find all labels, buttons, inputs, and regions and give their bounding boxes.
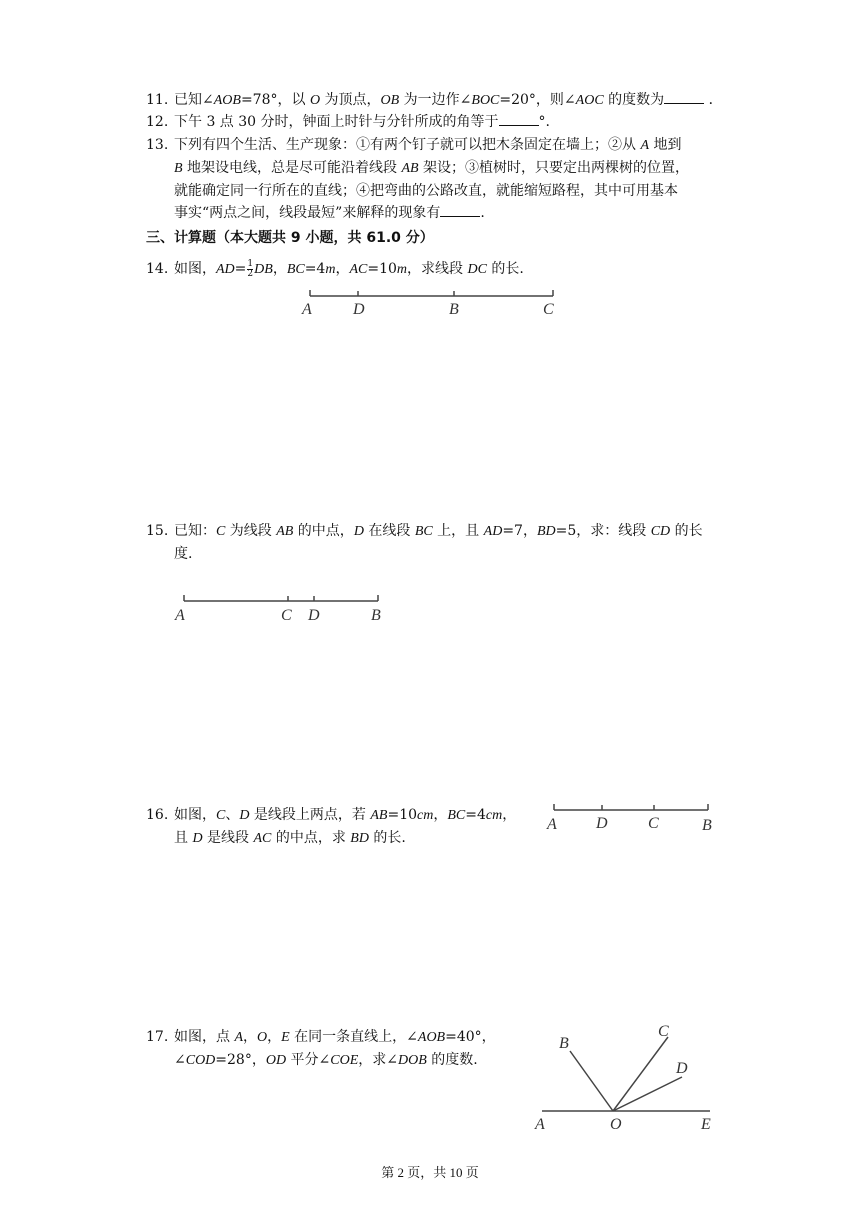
figure-17-angles (530, 1020, 720, 1140)
question-17 (146, 1026, 536, 1072)
question-11 (146, 89, 846, 112)
point-label: D (308, 607, 320, 624)
question-15 (146, 520, 726, 565)
point-label: A (547, 816, 557, 833)
question-number: 13. (146, 137, 169, 153)
question-text: 如图，AD= $\frac{1}{2}$ DB，BC=4m，AC=10m，求线段 DC 的长. (174, 258, 524, 279)
point-label: B (559, 1035, 569, 1052)
point-label: D (353, 301, 365, 318)
question-text: 如图，点 A，O，E 在同一条直线上，∠AOB=40°， ∠COD=28°，OD 平分∠COE，求∠DOB 的度数. (174, 1029, 496, 1068)
question-text: 已知：C 为线段 AB 的中点，D 在线段 BC 上，且 AD=7，BD=5，求：线段 CD 的长 度. (174, 523, 703, 562)
point-label: A (175, 607, 185, 624)
point-label: C (543, 301, 554, 318)
question-14 (146, 258, 846, 281)
answer-blank[interactable] (440, 202, 480, 217)
point-label: D (596, 815, 608, 832)
point-label: C (281, 607, 292, 624)
figure-15-line-segment (172, 593, 392, 627)
page-footer: 第 2 页，共 10 页 (381, 1165, 479, 1180)
figure-14-line-segment (300, 286, 565, 320)
question-13 (146, 134, 726, 224)
point-label: O (610, 1116, 622, 1133)
point-label: B (449, 301, 459, 318)
question-text: 已知∠AOB=78°，以 O 为顶点，OB 为一边作∠BOC=20°，则∠AOC 的度数为 ． (174, 89, 846, 112)
question-text: 下列有四个生活、生产现象：①有两个钉子就可以把木条固定在墙上；②从 A 地到 B 地架设电线，总是尽可能沿着线段 AB 架设；③植树时，只要定出两棵树的位置， 就能确定同一行所在的直线；④把弯曲的公路改直，就能缩短路程，其中可用基本 事实“两点之间，线段最短”来解释的现象有 . (174, 137, 690, 221)
question-number: 14. (146, 261, 169, 277)
question-number: 11. (146, 92, 169, 108)
point-label: A (535, 1116, 545, 1133)
question-number: 15. (146, 523, 169, 539)
question-number: 16. (146, 807, 169, 823)
point-label: C (658, 1023, 669, 1040)
fraction: $\frac{1}{2}$ (247, 258, 254, 279)
figure-16-line-segment (545, 801, 720, 835)
question-text: 如图，C、D 是线段上两点，若 AB=10cm，BC=4cm， 且 D 是线段 AC 的中点，求 BD 的长. (174, 807, 517, 846)
point-label: D (676, 1060, 688, 1077)
question-16 (146, 804, 566, 850)
point-label: B (371, 607, 381, 624)
point-label: B (702, 817, 712, 834)
answer-blank[interactable] (499, 111, 539, 126)
point-label: C (648, 815, 659, 832)
question-number: 17. (146, 1029, 169, 1045)
point-label: A (302, 301, 312, 318)
question-12 (146, 111, 846, 133)
section-heading: 三、计算题（本大题共 9 小题，共 61.0 分） (146, 230, 434, 246)
point-label: E (701, 1116, 711, 1133)
question-number: 12. (146, 114, 169, 130)
answer-blank[interactable] (664, 89, 704, 104)
question-text: 下午 3 点 30 分时，钟面上时针与分针所成的角等于 °. (174, 111, 846, 133)
